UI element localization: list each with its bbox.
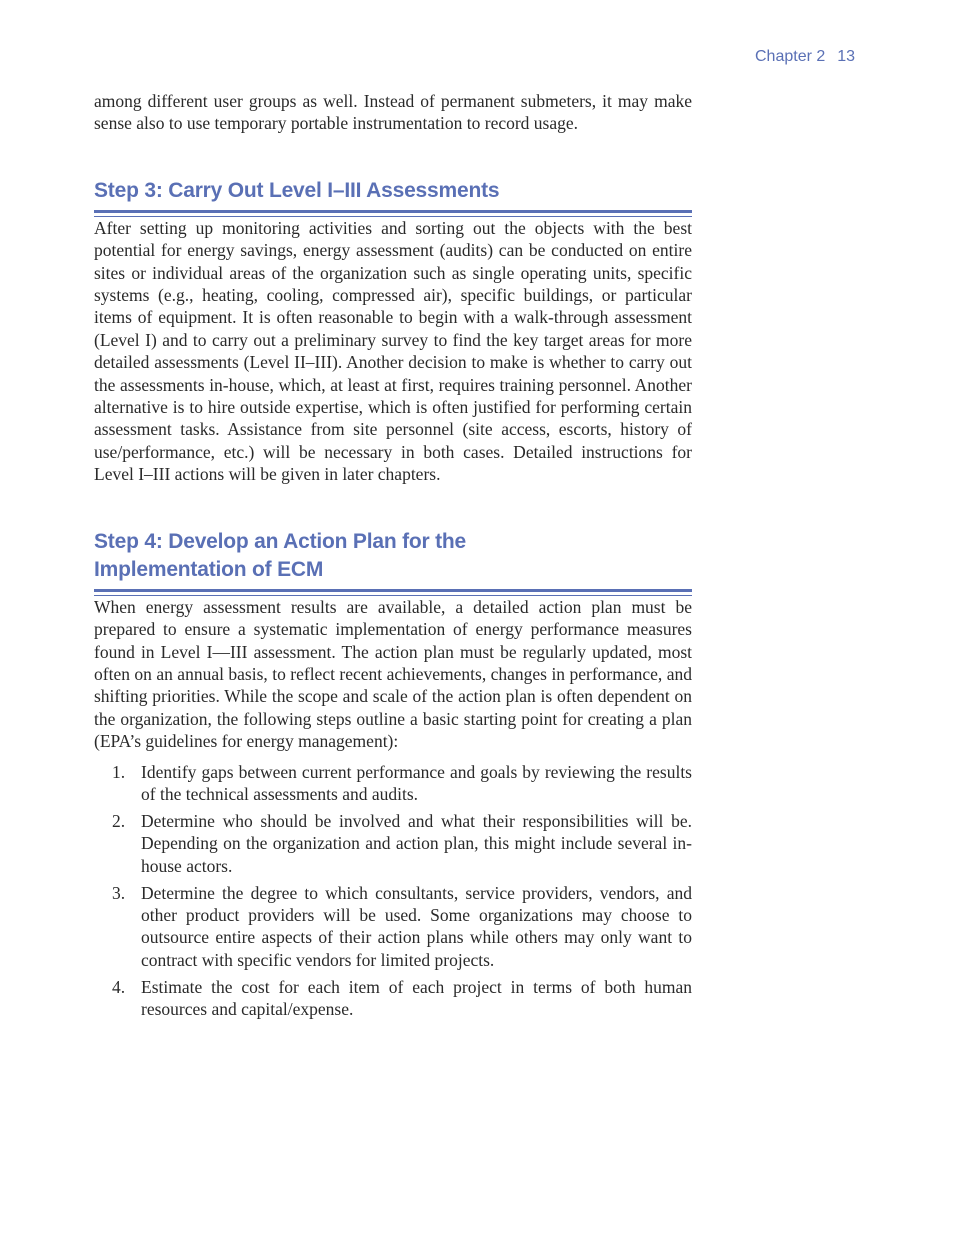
chapter-label: Chapter 2: [755, 48, 826, 65]
list-item-text: Determine the degree to which consultants, service providers, vendors, and other product providers will be used. Some organizations may choose to outsource entire aspects of their action plans while others may only want to contract with specific vendors for limited projects.: [141, 882, 692, 970]
step3-heading: Step 3: Carry Out Level I–III Assessments: [94, 178, 500, 202]
list-item-text: Estimate the cost for each item of each project in terms of both human resources and capital/expense.: [141, 976, 692, 1020]
step4-heading: [94, 528, 692, 589]
list-item: [94, 810, 692, 877]
step4-heading-line2: Implementation of ECM: [94, 557, 324, 581]
list-item: [94, 761, 692, 806]
list-item-number: 3.: [112, 882, 126, 903]
section-step3: [94, 177, 692, 486]
step4-heading-line1: Step 4: Develop an Action Plan for the: [94, 529, 467, 553]
step4-heading-rule: [94, 589, 692, 596]
step3-heading-rule: [94, 210, 692, 217]
list-item-number: 1.: [112, 761, 126, 782]
list-item: [94, 882, 692, 972]
page-content: [94, 90, 692, 1025]
list-item-text: Determine who should be involved and what their responsibilities will be. Depending on the organization and action plan, this might include several in-house actors.: [141, 810, 692, 876]
list-item: [94, 976, 692, 1021]
running-head: [755, 48, 855, 66]
step3-paragraph: After setting up monitoring activities and sorting out the objects with the best potential for energy savings, energy assessment (audits) can be conducted on entire sites or individual areas of the organization such as single operating units, specific systems (e.g., heating, cooling, compressed air), specific buildings, or particular items of equipment. It is often reasonable to begin with a walk-through assessment (Level I) and to carry out a preliminary survey to find the key target areas for more detailed assessments (Level II–III). Another decision to make is whether to carry out the assessments in-house, which, at least at first, requires training personnel. Another alternative is to hire outside expertise, which is often justified for performing certain assessment tasks. Assistance from site personnel (site access, escorts, history of use/performance, etc.) will be necessary in both cases. Detailed instructions for Level I–III actions will be given in later chapters.: [94, 217, 692, 485]
list-item-number: 2.: [112, 810, 126, 831]
list-item-number: 4.: [112, 976, 126, 997]
step4-paragraph: When energy assessment results are available, a detailed action plan must be prepared to ensure a systematic implementation of energy performance measures found in Level I—III assessment. The action plan must be regularly updated, most often on an annual basis, to reflect recent achievements, changes in performance, and shifting priorities. While the scope and scale of the action plan is often dependent on the organization, the following steps outline a basic starting point for creating a plan (EPA’s guidelines for energy management):: [94, 596, 692, 752]
page-number: 13: [837, 48, 856, 65]
section-step4: [94, 528, 692, 1021]
intro-paragraph: among different user groups as well. Instead of permanent submeters, it may make sense also to use temporary portable instrumentation to record usage.: [94, 91, 692, 134]
list-item-text: Identify gaps between current performance and goals by reviewing the results of the technical assessments and audits.: [141, 761, 692, 804]
action-plan-list: [94, 761, 692, 1021]
